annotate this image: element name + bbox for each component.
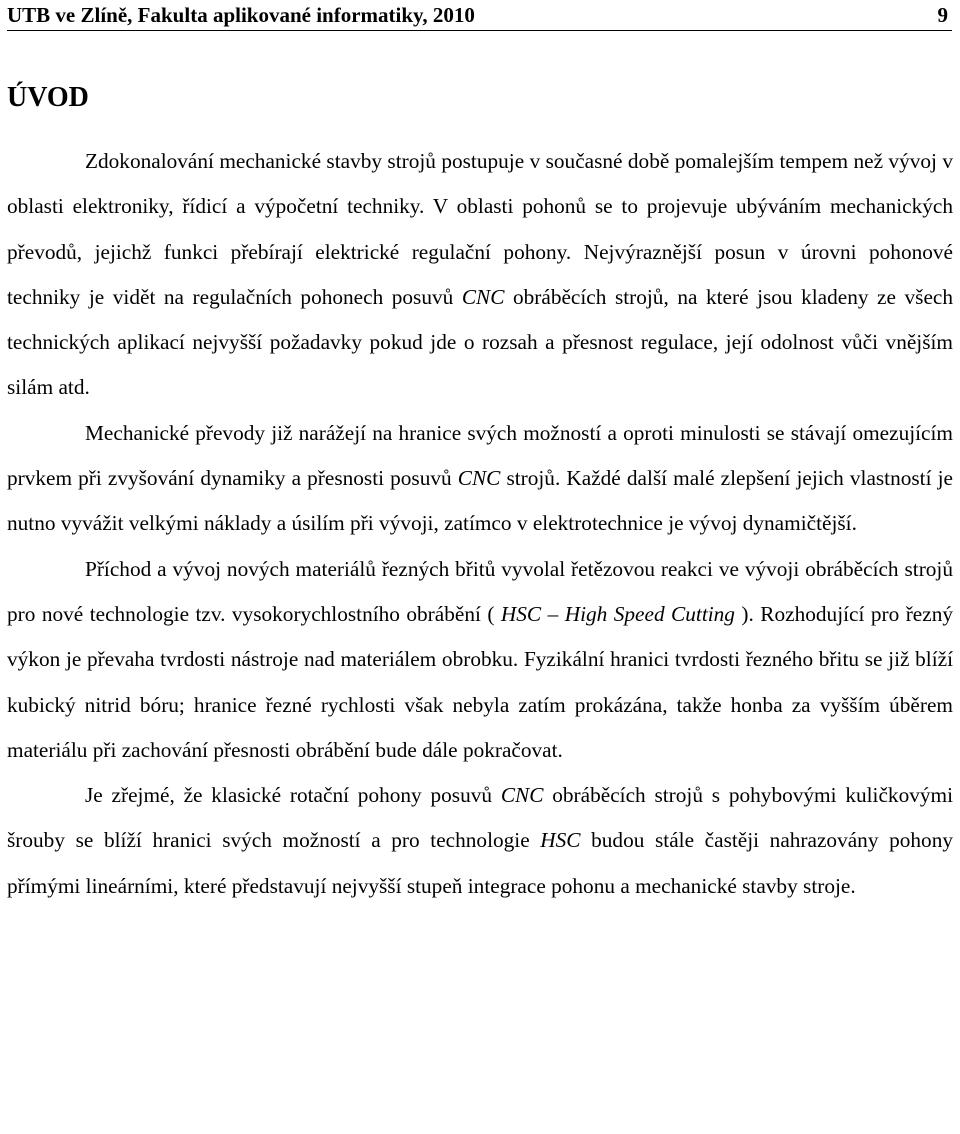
body-text [7, 139, 953, 909]
paragraph-3 [7, 547, 953, 773]
paragraph-3-hsc: HSC – High Speed Cutting [500, 601, 735, 626]
paragraph-2-cnc: CNC [457, 466, 501, 491]
paragraph-1 [7, 139, 953, 411]
paragraph-3-text-b: ). Rozhodující pro řezný výkon je převaha tvrdosti nástroje nad materiálem obrobku. Fyzikální hranici tvrdosti řezného břitu se již blíží kubický nitrid bóru; hranice řezné rychlosti však nebyla zatím prokázána, takže honba za vyšším úběrem materiálu při zachování přesnosti obrábění bude dále pokračovat. [7, 601, 953, 762]
paragraph-4 [7, 773, 953, 909]
paragraph-2-text-b: strojů. Každé další malé zlepšení jejich vlastností je nutno vyvážit velkými náklady a úsilím při vývoji, zatímco v elektrotechnice je vývoj dynamičtější. [7, 466, 953, 536]
page-number: 9 [937, 3, 948, 27]
page-header [7, 0, 952, 31]
paragraph-2 [7, 411, 953, 547]
paragraph-4-text-c: budou stále častěji nahrazovány pohony přímými lineárními, které představují nejvyšší stupeň integrace pohonu a mechanické stavby stroje. [7, 828, 953, 898]
paragraph-1-text-a: Zdokonalování mechanické stavby strojů postupuje v současné době pomalejším tempem než vývoj v oblasti elektroniky, řídicí a výpočetní techniky. V oblasti pohonů se to projevuje ubýváním mechanických převodů, jejichž funkci přebírají elektrické regulační pohony. Nejvýraznější posun v úrovni pohonové techniky je vidět na regulačních pohonech posuvů [7, 149, 953, 309]
paragraph-3-text-a: Příchod a vývoj nových materiálů řezných břitů vyvolal řetězovou reakci ve vývoji obráběcích strojů pro nové technologie tzv. vysokorychlostního obrábění ( [7, 556, 953, 626]
paragraph-4-hsc: HSC [540, 828, 581, 853]
paragraph-4-text-a: Je zřejmé, že klasické rotační pohony posuvů [85, 783, 501, 808]
section-title: ÚVOD [7, 82, 89, 113]
paragraph-1-text-b: obráběcích strojů, na které jsou kladeny ze všech technických aplikací nejvyšší požadavky pokud jde o rozsah a přesnost regulace, její odolnost vůči vnějším silám atd. [7, 284, 953, 400]
paragraph-1-cnc: CNC [461, 284, 505, 309]
paragraph-2-text-a: Mechanické převody již narážejí na hranice svých možností a oproti minulosti se stávají omezujícím prvkem při zvyšování dynamiky a přesnosti posuvů [7, 420, 953, 491]
paragraph-4-text-b: obráběcích strojů s pohybovými kuličkovými šrouby se blíží hranici svých možností a pro technologie [7, 783, 953, 853]
header-title: UTB ve Zlíně, Fakulta aplikované informatiky, 2010 [7, 3, 475, 27]
paragraph-4-cnc: CNC [500, 783, 544, 808]
